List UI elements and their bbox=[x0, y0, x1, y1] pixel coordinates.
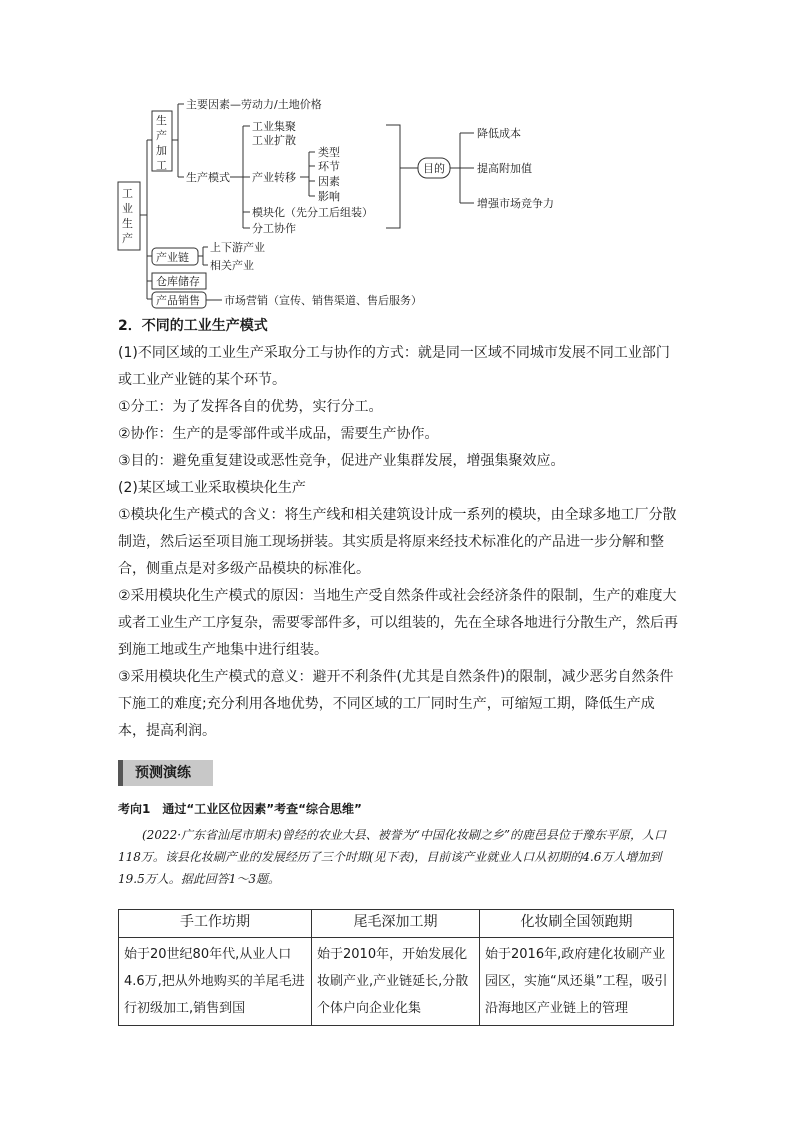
transfer-item-type: 类型 bbox=[318, 146, 340, 159]
industry-transfer: 产业转移 bbox=[252, 171, 296, 184]
transfer-item-impact: 影响 bbox=[318, 190, 340, 203]
paragraph-2-2: ②采用模块化生产模式的原因：当地生产受自然条件或社会经济条件的限制，生产的难度大或者工业生产工序复杂，需要零部件多，可以组装的，先在全球各地进行分散生产，然后再到施工地或生产地集中进行组装。 bbox=[118, 588, 678, 658]
paragraph-1-2: ②协作：生产的是零部件或半成品，需要生产协作。 bbox=[118, 426, 439, 442]
period-table bbox=[118, 909, 674, 1026]
exam-direction: 考向1 通过“工业区位因素”考查“综合思维” bbox=[118, 802, 362, 816]
paragraph-2-3: ③采用模块化生产模式的意义：避开不利条件(尤其是自然条件)的限制，减少恶劣自然条件下施工的难度;充分利用各地优势，不同区域的工厂同时生产，可缩短工期，降低生产成本，提高利润。 bbox=[118, 669, 674, 739]
table-header: 尾毛深加工期 bbox=[312, 910, 480, 938]
table-cell: 始于2010年，开始发展化妆刷产业,产业链延长,分散个体户向企业化集 bbox=[312, 938, 480, 1026]
chain-related: 相关产业 bbox=[210, 259, 254, 272]
industrial-production-diagram bbox=[0, 0, 794, 320]
table-cell: 始于20世纪80年代,从业人口4.6万,把从外地购买的羊尾毛进行初级加工,销售到国 bbox=[119, 938, 312, 1026]
table-header-row bbox=[119, 910, 674, 938]
diffusion: 工业扩散 bbox=[252, 134, 296, 147]
purpose-label: 目的 bbox=[423, 162, 445, 175]
transfer-item-link: 环节 bbox=[318, 160, 340, 173]
table-row bbox=[119, 938, 674, 1026]
chain-upstream: 上下游产业 bbox=[210, 241, 265, 254]
purpose-competition: 增强市场竞争力 bbox=[477, 197, 554, 210]
warehouse-label: 仓库储存 bbox=[156, 275, 200, 288]
paragraph-2: (2)某区域工业采取模块化生产 bbox=[118, 480, 306, 496]
paragraph-2-1: ①模块化生产模式的含义：将生产线和相关建筑设计成一系列的模块，由全球多地工厂分散制造，然后运至项目施工现场拼装。其实质是将原来经技术标准化的产品进一步分解和整合，侧重点是对多级产品模块的标准化。 bbox=[118, 507, 677, 577]
section-title: 2．不同的工业生产模式 bbox=[118, 318, 268, 334]
table-header: 手工作坊期 bbox=[119, 910, 312, 938]
paragraph-1-1: ①分工：为了发挥各自的优势，实行分工。 bbox=[118, 399, 383, 415]
root-label: 工业生产 bbox=[122, 187, 133, 245]
main-factors: 主要因素—劳动力/土地价格 bbox=[186, 98, 322, 111]
agglomeration: 工业集聚 bbox=[252, 120, 296, 133]
sales-label: 产品销售 bbox=[156, 294, 200, 307]
paragraph-1: (1)不同区域的工业生产采取分工与协作的方式：就是同一区域不同城市发展不同工业部门或工业产业链的某个环节。 bbox=[118, 345, 670, 388]
modular: 模块化（先分工后组装） bbox=[252, 206, 373, 219]
purpose-value: 提高附加值 bbox=[477, 162, 532, 175]
paragraph-1-3: ③目的：避免重复建设或恶性竞争，促进产业集群发展，增强集聚效应。 bbox=[118, 453, 565, 469]
division-cooperation: 分工协作 bbox=[252, 222, 296, 235]
table-cell: 始于2016年,政府建化妆刷产业园区，实施“凤还巢”工程，吸引沿海地区产业链上的管理 bbox=[480, 938, 674, 1026]
production-mode: 生产模式 bbox=[186, 171, 230, 184]
industry-chain-label: 产业链 bbox=[156, 251, 189, 264]
transfer-item-factor: 因素 bbox=[318, 175, 340, 188]
table-header: 化妆刷全国领跑期 bbox=[480, 910, 674, 938]
production-process-label: 生产加工 bbox=[156, 114, 167, 172]
practice-section-bar bbox=[118, 760, 213, 786]
question-intro: (2022·广东省汕尾市期末)曾经的农业大县、被誉为“中国化妆刷之乡”的鹿邑县位于豫东平原，人口118万。该县化妆刷产业的发展经历了三个时期(见下表)，目前该产业就业人口从初期的4.6万人增加到19.5万人。据此回答1～3题。 bbox=[118, 828, 666, 886]
marketing: 市场营销（宣传、销售渠道、售后服务） bbox=[224, 294, 422, 307]
practice-section-label: 预测演练 bbox=[135, 765, 191, 781]
purpose-cost: 降低成本 bbox=[477, 127, 521, 140]
